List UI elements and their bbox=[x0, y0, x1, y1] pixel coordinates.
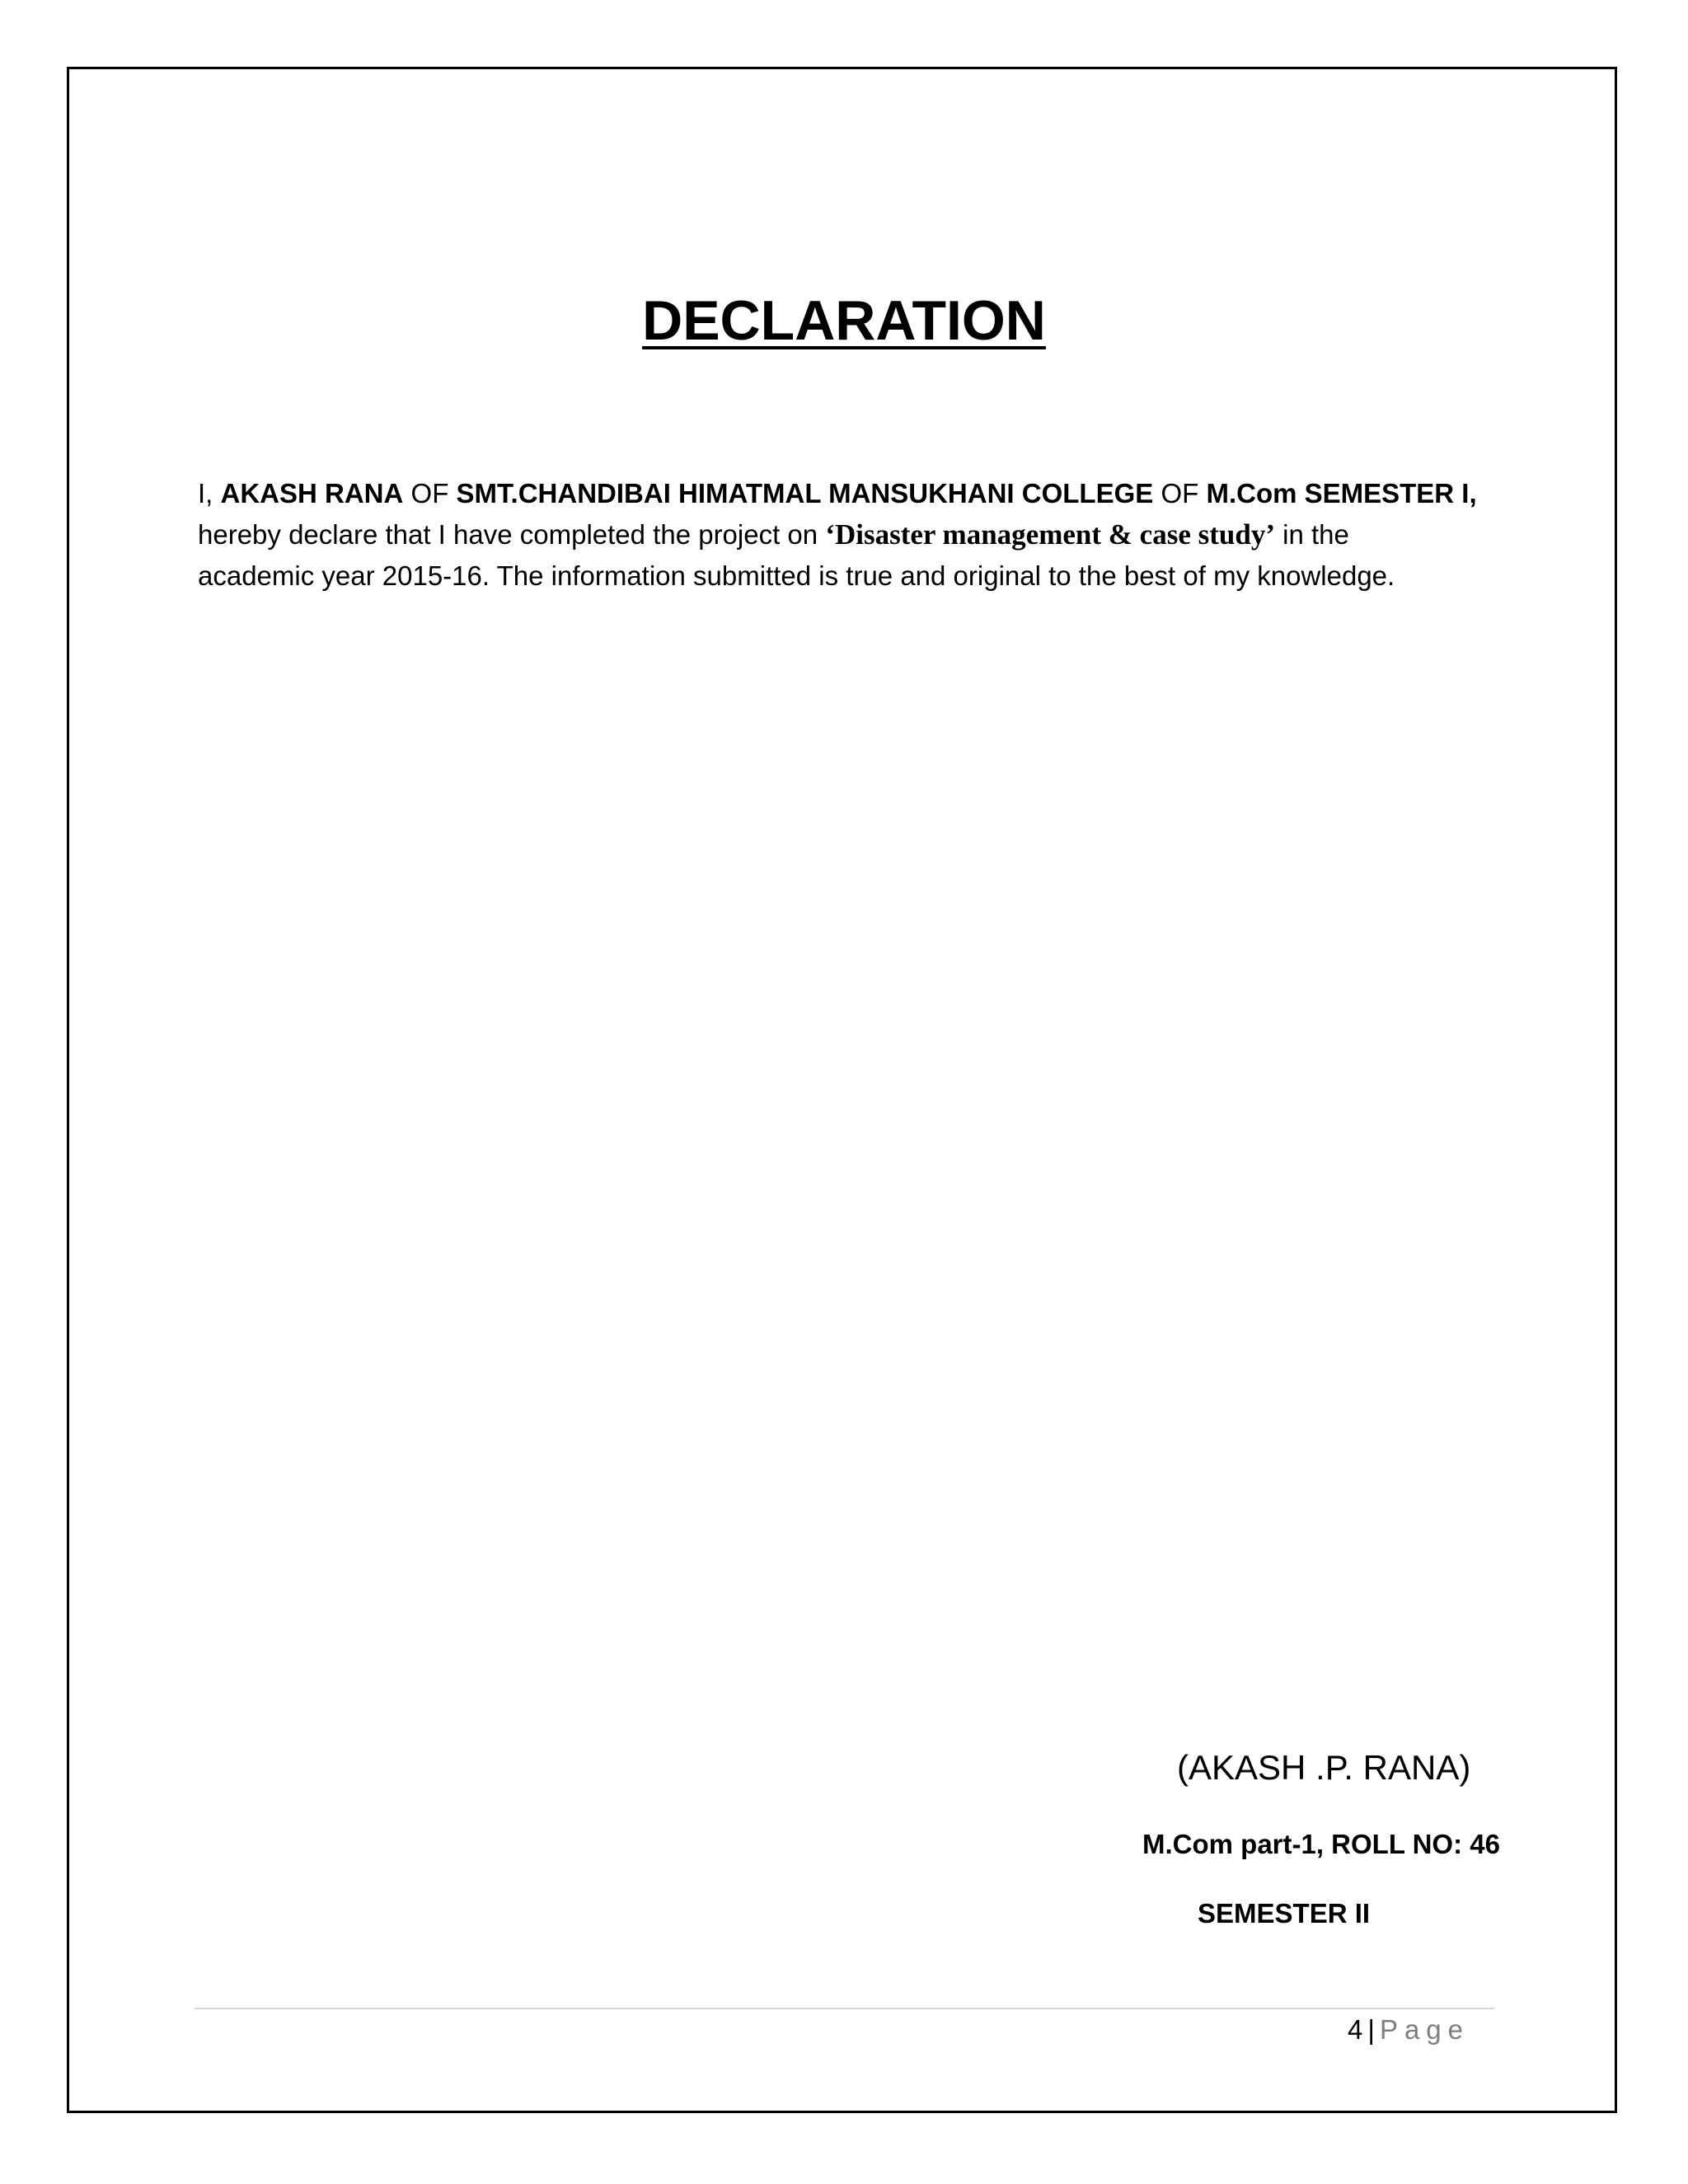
page-footer bbox=[1348, 2016, 1470, 2043]
footer-divider bbox=[195, 2008, 1494, 2009]
intro-text: I, bbox=[198, 478, 221, 509]
college-name: SMT.CHANDIBAI HIMATMAL MANSUKHANI COLLEGE bbox=[456, 478, 1154, 509]
declaration-line-2 bbox=[198, 514, 1533, 555]
declaration-line-1 bbox=[198, 473, 1533, 514]
project-title: ‘Disaster management & case study’ bbox=[825, 518, 1275, 551]
declare-text: hereby declare that I have completed the project on bbox=[198, 519, 826, 550]
of-text: OF bbox=[403, 478, 457, 509]
course-name: M.Com SEMESTER I, bbox=[1206, 478, 1477, 509]
signature-semester: SEMESTER II bbox=[1198, 1898, 1371, 1929]
signature-name: (AKASH .P. RANA) bbox=[1177, 1748, 1471, 1787]
page-border bbox=[67, 67, 1617, 2113]
declaration-line-3: academic year 2015-16. The information submitted is true and original to the best of my knowledge. bbox=[198, 560, 1395, 591]
signature-roll: M.Com part-1, ROLL NO: 46 bbox=[1142, 1829, 1500, 1859]
page-label: Page bbox=[1379, 2014, 1470, 2045]
page-title: DECLARATION bbox=[642, 289, 1046, 352]
declaration-paragraph bbox=[198, 473, 1533, 597]
of-text-2: OF bbox=[1153, 478, 1207, 509]
footer-separator: | bbox=[1367, 2014, 1375, 2045]
in-the-text: in the bbox=[1274, 519, 1349, 550]
page-number: 4 bbox=[1348, 2014, 1363, 2045]
student-name: AKASH RANA bbox=[220, 478, 404, 509]
